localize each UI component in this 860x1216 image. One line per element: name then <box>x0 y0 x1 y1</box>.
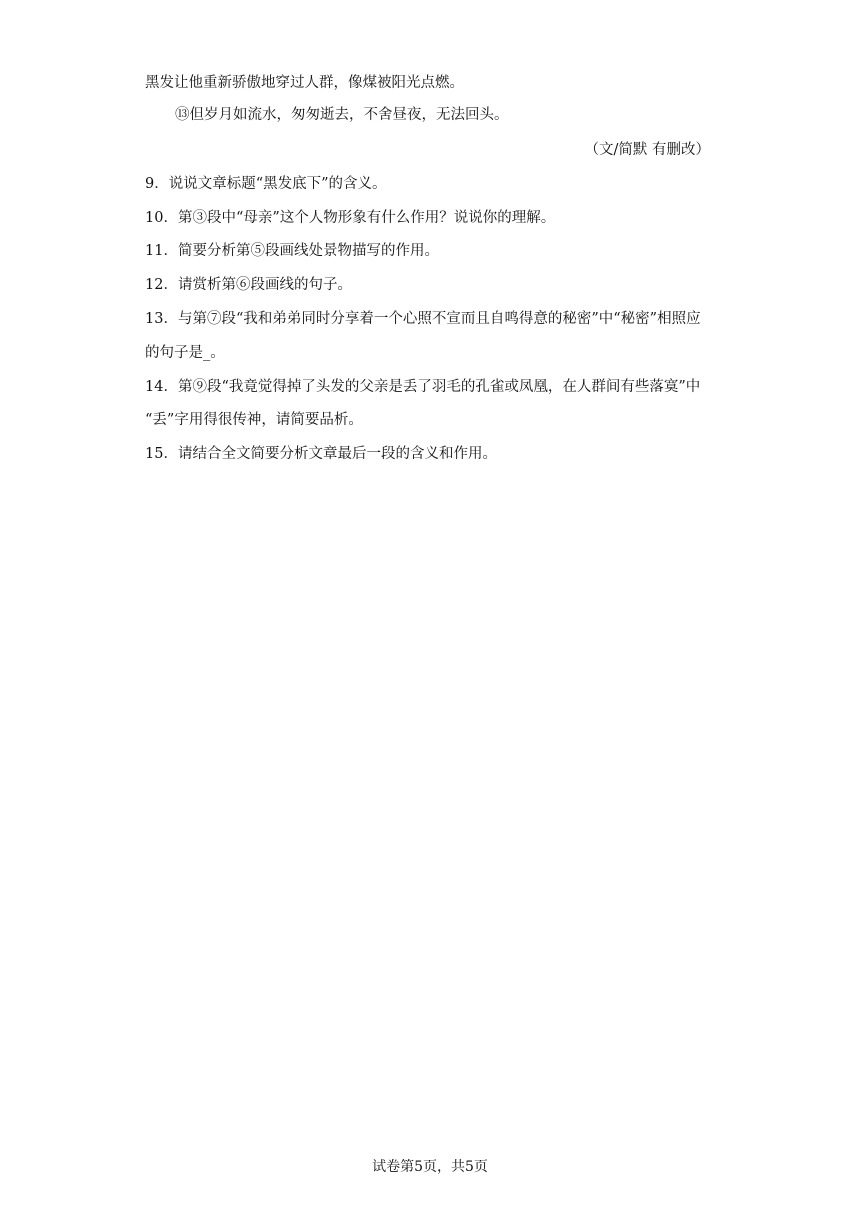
question-14-line-1: 14．第⑨段“我竟觉得掉了头发的父亲是丢了羽毛的孔雀或凤凰，在人群间有些落寞”中 <box>145 379 701 395</box>
question-12: 12．请赏析第⑥段画线的句子。 <box>145 277 352 293</box>
question-9: 9．说说文章标题“黑发底下”的含义。 <box>145 176 387 192</box>
question-10: 10．第③段中“母亲”这个人物形象有什么作用？说说你的理解。 <box>145 210 556 226</box>
question-15: 15．请结合全文简要分析文章最后一段的含义和作用。 <box>145 446 497 462</box>
passage-source: （文/简默 有删改） <box>584 142 710 158</box>
passage-paragraph-13: ⑬但岁月如流水，匆匆逝去，不舍昼夜，无法回头。 <box>175 107 509 123</box>
question-13-line-2: 的句子是_。 <box>145 345 225 361</box>
question-13-line-1: 13．与第⑦段“我和弟弟同时分享着一个心照不宣而且自鸣得意的秘密”中“秘密”相照应 <box>145 311 701 327</box>
question-11: 11．简要分析第⑤段画线处景物描写的作用。 <box>145 243 439 259</box>
passage-continuation: 黑发让他重新骄傲地穿过人群，像煤被阳光点燃。 <box>145 75 464 91</box>
page-footer: 试卷第5页，共5页 <box>372 1159 488 1175</box>
question-14-line-2: “丢”字用得很传神，请简要品析。 <box>145 412 363 428</box>
